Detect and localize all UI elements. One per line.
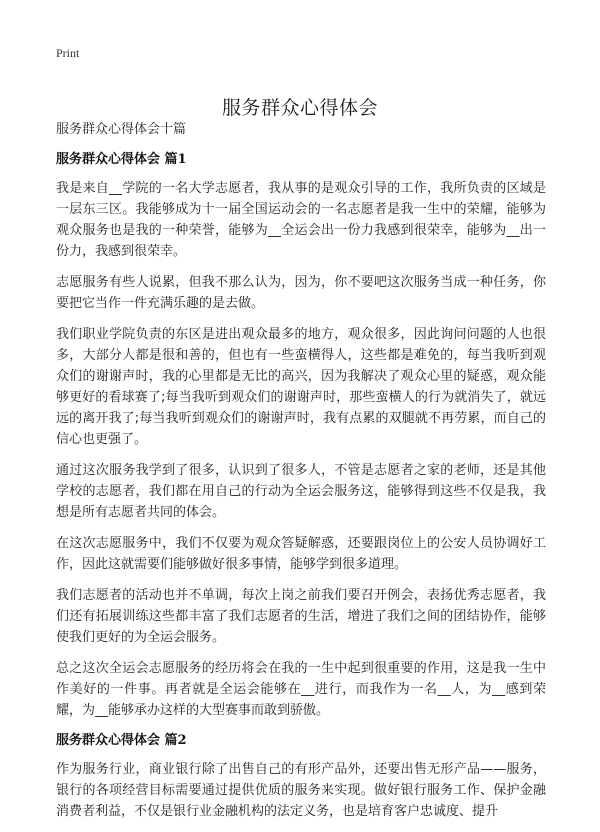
- article-body: [56, 120, 546, 832]
- paragraph: 我们志愿者的活动也并不单调，每次上岗之前我们要召开例会，表扬优秀志愿者，我们还有拓展训练这些都丰富了我们志愿者的生活，增进了我们之间的团结协作，能够使我们更好的为全运会服务。: [56, 588, 546, 645]
- article-subtitle: 服务群众心得体会十篇: [56, 122, 187, 137]
- paragraph: 我是来自__学院的一名大学志愿者，我从事的是观众引导的工作，我所负责的区域是一层东三区。我能够成为十一届全国运动会的一名志愿者是我一生中的荣耀，能够为观众服务也是我的一种荣誉，能够为__全运会出一份力我感到很荣幸，能够为__出一份力，我感到很荣幸。: [56, 181, 546, 259]
- paragraph: 总之这次全运会志愿服务的经历将会在我的一生中起到很重要的作用，这是我一生中作美好的一件事。再者就是全运会能够在__进行，而我作为一名__人，为__感到荣耀，为__能够承办这样的大型赛事而敢到骄傲。: [56, 661, 546, 718]
- section-heading-1: 服务群众心得体会 篇1: [56, 152, 187, 167]
- paragraph: 我们职业学院负责的东区是进出观众最多的地方，观众很多，因此询问问题的人也很多，大部分人都是很和善的，但也有一些蛮横得人，这些都是难免的，每当我听到观众们的谢谢声时，我的心里都是无比的高兴，因为我解决了观众心里的疑惑，观众能够更好的看球赛了;每当我听到观众们的谢谢声时，那些蛮横人的行为就消失了，就远远的离开我了;每当我听到观众们的谢谢声时，我有点累的双腿就不再劳累，而自己的信心也更强了。: [56, 327, 546, 447]
- page-title: 服务群众心得体会: [221, 96, 378, 119]
- paragraph: 志愿服务有些人说累，但我不那么认为，因为，你不要吧这次服务当成一种任务，你要把它当作一件充满乐趣的是去做。: [56, 275, 546, 311]
- print-link[interactable]: Print: [56, 46, 80, 60]
- section-heading-2: 服务群众心得体会 篇2: [56, 733, 187, 748]
- paragraph: 作为服务行业，商业银行除了出售自己的有形产品外，还要出售无形产品——服务，银行的各项经营目标需要通过提供优质的服务来实现。做好银行服务工作、保护金融消费者利益，不仅是银行业金融机构的法定义务，也是培育客户忠诚度、提升: [56, 762, 546, 819]
- paragraph: 通过这次服务我学到了很多，认识到了很多人，不管是志愿者之家的老师，还是其他学校的志愿者，我们都在用自己的行动为全运会服务这，能够得到这些不仅是我，我想是所有志愿者共同的体会。: [56, 463, 546, 520]
- paragraph: 在这次志愿服务中，我们不仅要为观众答疑解惑，还要跟岗位上的公安人员协调好工作，因此这就需要们能够做好很多事情，能够学到很多道理。: [56, 536, 546, 572]
